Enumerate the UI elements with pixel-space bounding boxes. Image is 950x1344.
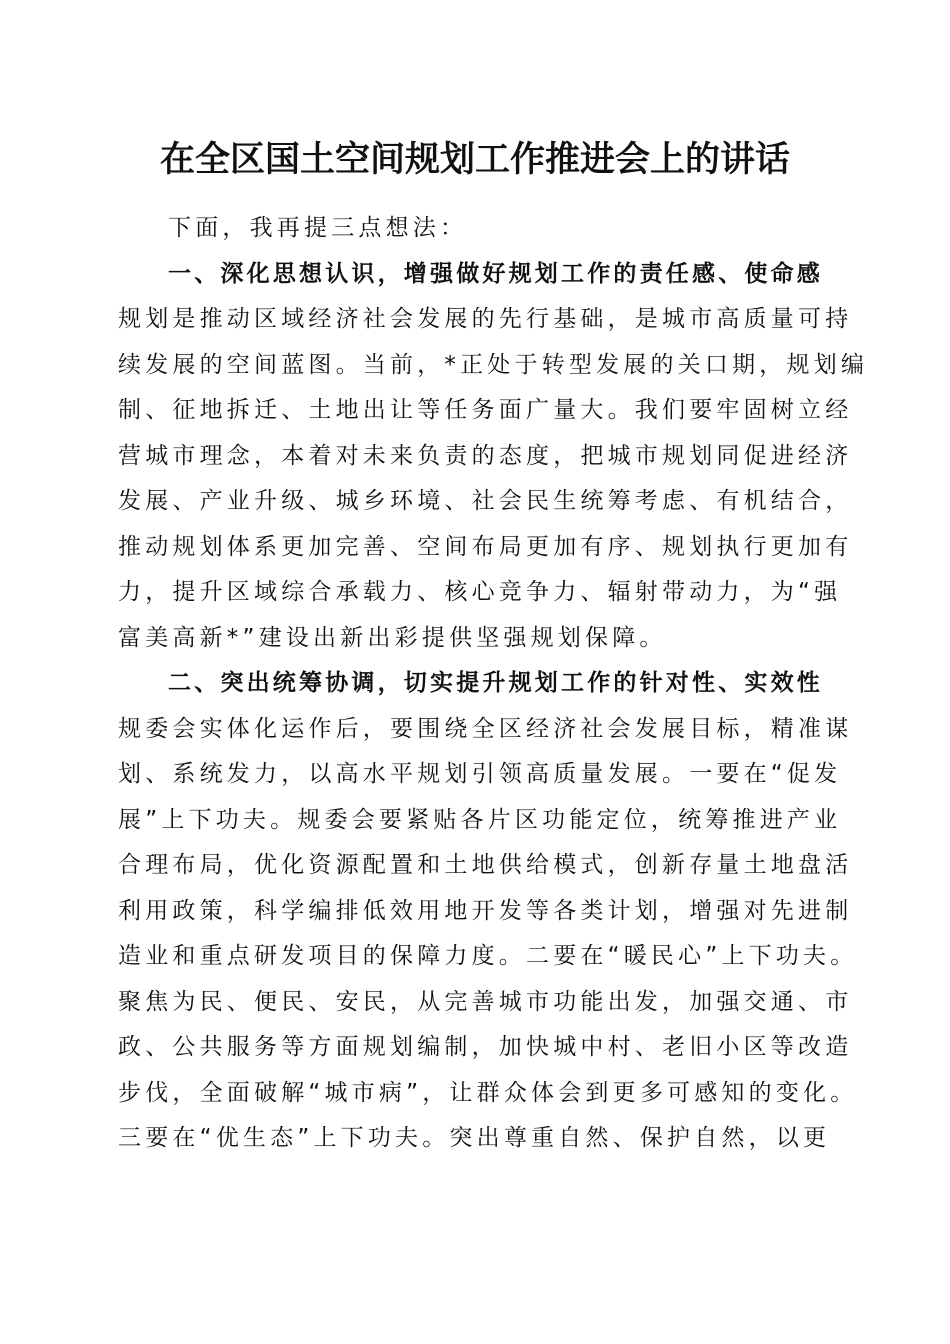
page-title: 在全区国土空间规划工作推进会上的讲话 [159,139,790,180]
section-2-text-line: 步伐，全面破解“城市病”，让群众体会到更多可感知的变化。 [118,1079,858,1106]
section-2-text-line: 规委会实体化运作后，要围绕全区经济社会发展目标，精准谋 [118,715,853,742]
section-1-heading: 一、深化思想认识，增强做好规划工作的责任感、使命感 [168,260,823,287]
section-1-text-line: 规划是推动区域经济社会发展的先行基础，是城市高质量可持 [118,306,853,332]
section-2-text-line: 政、公共服务等方面规划编制，加快城中村、老旧小区等改造 [118,1034,853,1060]
intro-paragraph: 下面，我再提三点想法： [168,215,468,241]
section-1-text-line: 发展、产业升级、城乡环境、社会民生统筹考虑、有机结合， [118,488,853,514]
section-2-text-line: 合理布局，优化资源配置和土地供给模式，创新存量土地盘活 [118,852,853,878]
document-body [118,206,869,1162]
section-1-text-line: 富美高新*”建设出新出彩提供坚强规划保障。 [118,624,667,651]
section-1-text-line: 力，提升区域综合承载力、核心竞争力、辐射带动力，为“强 [118,579,842,605]
section-1-text-line: 营城市理念，本着对未来负责的态度，把城市规划同促进经济 [118,442,853,469]
section-1-text-line: 制、征地拆迁、土地出让等任务面广量大。我们要牢固树立经 [118,397,853,423]
section-1-text-line: 推动规划体系更加完善、空间布局更加有序、规划执行更加有 [118,533,853,560]
section-2-heading: 二、突出统筹协调，切实提升规划工作的针对性、实效性 [168,670,823,696]
section-2-text-line: 利用政策，科学编排低效用地开发等各类计划，增强对先进制 [118,897,853,924]
section-1-text-line: 续发展的空间蓝图。当前，*正处于转型发展的关口期，规划编 [118,351,869,378]
section-2-text-line: 展”上下功夫。规委会要紧贴各片区功能定位，统筹推进产业 [118,806,842,833]
section-2-text-line: 造业和重点研发项目的保障力度。二要在“暖民心”上下功夫。 [118,943,858,969]
section-2-text-line: 聚焦为民、便民、安民，从完善城市功能出发，加强交通、市 [118,988,853,1015]
section-2-text-line: 三要在“优生态”上下功夫。突出尊重自然、保护自然，以更 [118,1125,831,1151]
section-2-text-line: 划、系统发力，以高水平规划引领高质量发展。一要在“促发 [118,761,842,787]
